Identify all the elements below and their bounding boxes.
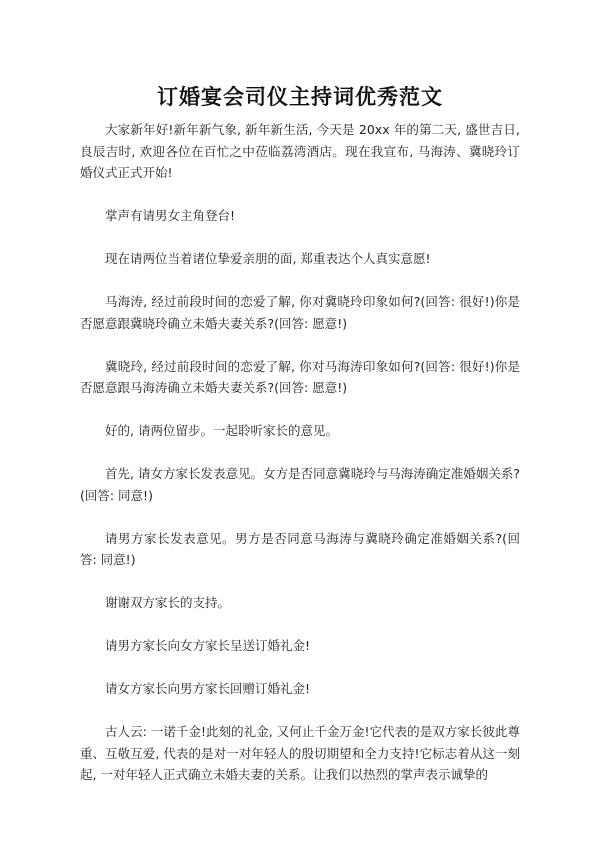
paragraph-closing: 古人云: 一诺千金!此刻的礼金, 又何止千金万金!它代表的是双方家长彼此尊重、互敬互爱, 代表的是对一对年轻人的殷切期望和全力支持!它标志着从这一刻起, 一对年轻人正式确立未婚夫妻的关系。让我们以热烈的掌声表示诚挚的 (80, 724, 520, 782)
paragraph-thanks-parents: 谢谢双方家长的支持。 (105, 595, 231, 610)
paragraph-groom-gift: 请男方家长向女方家长呈送订婚礼金! (105, 638, 311, 653)
paragraph-bride-parents: 首先, 请女方家长发表意见。女方是否同意冀晓玲与马海涛确定准婚姻关系?(回答: 同意!) (80, 466, 520, 503)
paragraph-invite-couple: 掌声有请男女主角登台! (105, 208, 236, 223)
paragraph-groom-parents: 请男方家长发表意见。男方是否同意马海涛与冀晓玲确定准婚姻关系?(回答: 同意!) (80, 530, 520, 567)
paragraph-parents-opinion: 好的, 请两位留步。一起聆听家长的意见。 (105, 423, 338, 438)
document-title: 订婚宴会司仪主持词优秀范文 (157, 85, 443, 109)
paragraph-bride-gift: 请女方家长向男方家长回赠订婚礼金! (105, 681, 311, 696)
document-body (80, 119, 520, 807)
paragraph-opening: 大家新年好!新年新气象, 新年新生活, 今天是 20xx 年的第二天, 盛世吉日, 良辰吉时, 欢迎各位在百忙之中莅临荔湾酒店。现在我宣布, 马海涛、冀晓玲订婚仪式正式开始! (80, 122, 520, 180)
paragraph-groom-question: 马海涛, 经过前段时间的恋爱了解, 你对冀晓玲印象如何?(回答: 很好!)你是否愿意跟冀晓玲确立未婚夫妻关系?(回答: 愿意!) (80, 294, 520, 331)
paragraph-bride-question: 冀晓玲, 经过前段时间的恋爱了解, 你对马海涛印象如何?(回答: 很好!)你是否愿意跟马海涛确立未婚夫妻关系?(回答: 愿意!) (80, 358, 520, 395)
paragraph-express-wish: 现在请两位当着诸位挚爱亲朋的面, 郑重表达个人真实意愿! (105, 251, 431, 266)
